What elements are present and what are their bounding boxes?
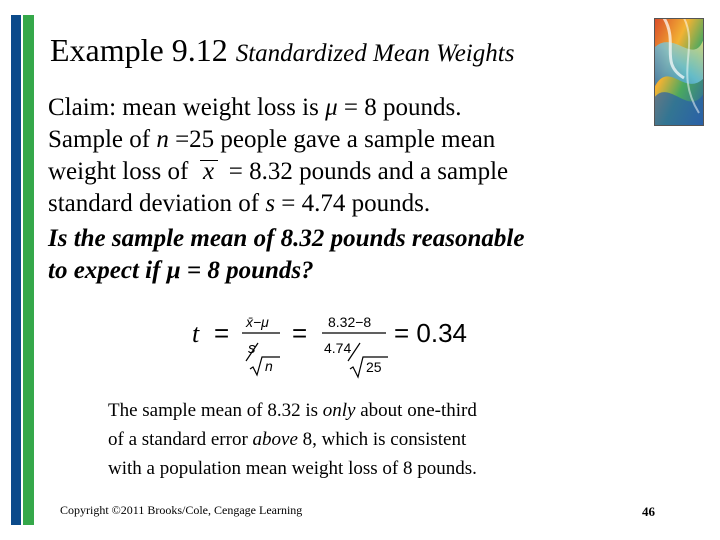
question-line-2: to expect if μ = 8 pounds? bbox=[48, 257, 314, 284]
title-subtitle: Standardized Mean Weights bbox=[235, 40, 515, 67]
claim-label: Claim bbox=[48, 94, 110, 121]
s-variable: s bbox=[265, 190, 276, 217]
title-main: Example 9.12 bbox=[50, 32, 228, 68]
formula-t: t bbox=[192, 319, 200, 348]
page-number: 46 bbox=[642, 504, 655, 519]
formula-den-1-s: s bbox=[248, 340, 256, 357]
formula-num-1: x̄−μ bbox=[246, 314, 269, 330]
formula-den-2-root: 25 bbox=[366, 359, 382, 375]
weight-line: weight loss of x = 8.32 pounds and a sample bbox=[48, 156, 648, 188]
slide-title bbox=[50, 30, 514, 74]
formula-result: = 0.34 bbox=[394, 318, 468, 348]
formula-eq-1: = bbox=[214, 318, 230, 348]
formula-num-2: 8.32−8 bbox=[328, 314, 372, 330]
left-accent-bar-dark bbox=[11, 15, 21, 525]
question-line-1: Is the sample mean of 8.32 pounds reasonable bbox=[48, 225, 525, 252]
xbar-symbol: x bbox=[195, 156, 223, 188]
explain-line-3: with a population mean weight loss of 8 pounds. bbox=[108, 458, 477, 479]
explain-line-2: of a standard error above 8, which is consistent bbox=[108, 429, 467, 450]
claim-line: Claim: mean weight loss is μ = 8 pounds. bbox=[48, 94, 462, 121]
t-statistic-formula bbox=[188, 305, 498, 380]
copyright-notice: Copyright ©2011 Brooks/Cole, Cengage Learning bbox=[60, 503, 303, 517]
sample-line: Sample of n =25 people gave a sample mean bbox=[48, 126, 496, 153]
n-variable: n bbox=[156, 126, 169, 153]
mu-symbol: μ bbox=[325, 94, 338, 121]
mu-symbol-bold: μ bbox=[166, 257, 181, 284]
slide-body bbox=[48, 92, 648, 287]
formula-den-1-n: n bbox=[265, 358, 273, 374]
sd-line: standard deviation of s = 4.74 pounds. bbox=[48, 190, 431, 217]
explain-line-1: The sample mean of 8.32 is only about one-third bbox=[108, 400, 477, 421]
formula-den-2-a: 4.74 bbox=[324, 340, 352, 356]
left-accent-bar-green bbox=[23, 15, 34, 525]
formula-eq-2: = bbox=[292, 318, 308, 348]
corner-decoration-image bbox=[654, 18, 704, 126]
explanation-text bbox=[108, 396, 608, 483]
